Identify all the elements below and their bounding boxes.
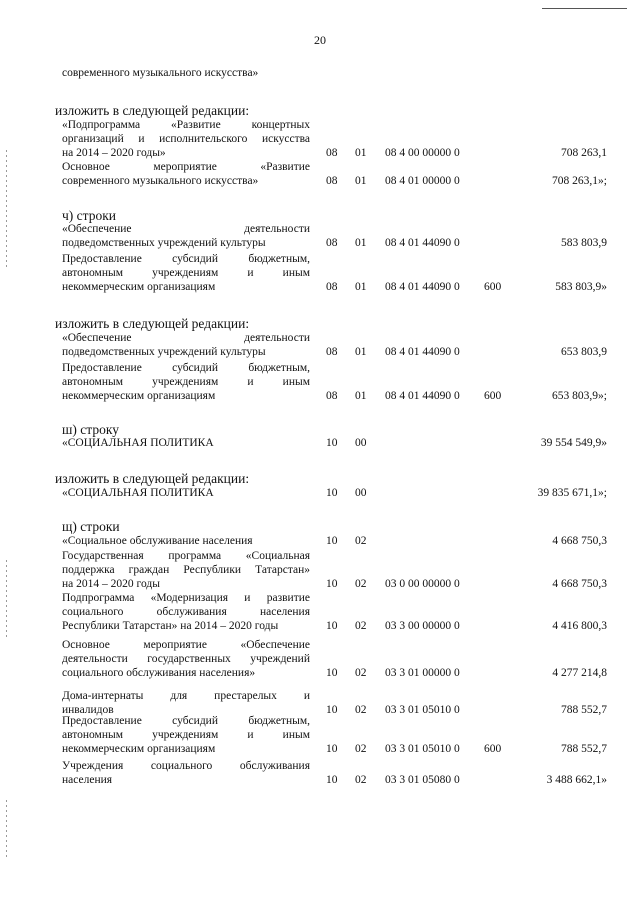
margin-dash (6, 560, 7, 640)
row-section-code: 10 (326, 535, 338, 547)
row-expense-type: 600 (484, 281, 502, 293)
page-number: 20 (314, 33, 326, 47)
row-subsection-code: 01 (355, 237, 367, 249)
row-target-article: 03 3 01 00000 0 (385, 667, 460, 679)
row-name-line: социального обслуживания населения (62, 606, 310, 618)
row-name (62, 118, 310, 160)
row-subsection-code: 02 (355, 535, 367, 547)
top-rule (542, 8, 627, 9)
row-section-code: 10 (326, 704, 338, 716)
row-name-line: «СОЦИАЛЬНАЯ ПОЛИТИКА (62, 487, 214, 499)
row-amount: 653 803,9 (561, 346, 607, 358)
row-name-line: некоммерческим организациям (62, 390, 216, 402)
row-target-article: 08 4 01 00000 0 (385, 175, 460, 187)
row-name (62, 759, 310, 787)
row-amount: 788 552,7 (561, 743, 607, 755)
row-name (62, 252, 310, 294)
row-name (62, 361, 310, 403)
row-name (62, 331, 310, 359)
row-section-code: 08 (326, 175, 338, 187)
row-name (62, 436, 310, 450)
row-section-code: 08 (326, 147, 338, 159)
row-name-line: «Подпрограмма «Развитие концертных (62, 119, 310, 131)
row-name-line: «Обеспечение деятельности (62, 223, 310, 235)
block-heading: щ) строки (62, 519, 120, 534)
row-name-line: автономным учреждениям и иным (62, 267, 310, 279)
row-subsection-code: 02 (355, 667, 367, 679)
row-target-article: 03 3 01 05080 0 (385, 774, 460, 786)
row-name-line: автономным учреждениям и иным (62, 729, 310, 741)
row-amount: 583 803,9 (561, 237, 607, 249)
row-name-line: деятельности государственных учреждений (62, 653, 310, 665)
row-name-line: на 2014 – 2020 годы (62, 578, 160, 590)
row-name-line: организаций и исполнительского искусства (62, 133, 310, 145)
row-subsection-code: 02 (355, 704, 367, 716)
row-name-line: современного музыкального искусства» (62, 175, 259, 187)
row-target-article: 03 3 01 05010 0 (385, 743, 460, 755)
row-section-code: 10 (326, 437, 338, 449)
row-target-article: 08 4 01 44090 0 (385, 281, 460, 293)
row-amount: 4 668 750,3 (552, 578, 607, 590)
row-section-code: 10 (326, 743, 338, 755)
row-subsection-code: 01 (355, 281, 367, 293)
row-name-line: поддержка граждан Республики Татарстан» (62, 564, 310, 576)
block-heading: изложить в следующей редакции: (55, 471, 250, 486)
row-name-line: «Обеспечение деятельности (62, 332, 310, 344)
row-subsection-code: 01 (355, 175, 367, 187)
row-name (62, 591, 310, 633)
row-name-line: «СОЦИАЛЬНАЯ ПОЛИТИКА (62, 437, 214, 449)
row-name-line: Государственная программа «Социальная (62, 550, 310, 562)
row-name-line: социального обслуживания населения» (62, 667, 256, 679)
row-name-line: на 2014 – 2020 годы» (62, 147, 166, 159)
row-amount: 4 668 750,3 (552, 535, 607, 547)
row-amount: 788 552,7 (561, 704, 607, 716)
row-amount: 4 416 800,3 (552, 620, 607, 632)
row-subsection-code: 02 (355, 578, 367, 590)
row-name-line: подведомственных учреждений культуры (62, 237, 266, 249)
row-subsection-code: 00 (355, 487, 367, 499)
row-section-code: 10 (326, 774, 338, 786)
row-name-line: Основное мероприятие «Развитие (62, 161, 310, 173)
row-target-article: 03 0 00 00000 0 (385, 578, 460, 590)
row-target-article: 08 4 00 00000 0 (385, 147, 460, 159)
block-heading: изложить в следующей редакции: (55, 316, 250, 331)
row-section-code: 08 (326, 281, 338, 293)
row-expense-type: 600 (484, 743, 502, 755)
row-name-line: Предоставление субсидий бюджетным, (62, 715, 310, 727)
row-name-line: некоммерческим организациям (62, 281, 216, 293)
row-name (62, 160, 310, 188)
row-name (62, 638, 310, 680)
row-subsection-code: 01 (355, 346, 367, 358)
row-amount: 708 263,1»; (552, 175, 607, 187)
row-amount: 4 277 214,8 (552, 667, 607, 679)
row-amount: 39 554 549,9» (540, 437, 607, 449)
row-subsection-code: 02 (355, 620, 367, 632)
row-subsection-code: 02 (355, 743, 367, 755)
row-name-line: автономным учреждениям и иным (62, 376, 310, 388)
row-name-line: Предоставление субсидий бюджетным, (62, 253, 310, 265)
row-target-article: 03 3 00 00000 0 (385, 620, 460, 632)
row-amount: 39 835 671,1»; (537, 487, 607, 499)
row-name (62, 534, 310, 548)
row-name (62, 549, 310, 591)
row-name-line: инвалидов (62, 704, 114, 716)
block-heading: изложить в следующей редакции: (55, 103, 250, 118)
intro-line: современного музыкального искусства» (62, 67, 259, 79)
margin-dash (6, 150, 7, 270)
block-heading: ч) строки (62, 208, 116, 223)
row-amount: 708 263,1 (561, 147, 607, 159)
block-heading: ш) строку (62, 422, 119, 437)
row-subsection-code: 00 (355, 437, 367, 449)
row-amount: 3 488 662,1» (546, 774, 607, 786)
row-section-code: 10 (326, 487, 338, 499)
row-section-code: 08 (326, 237, 338, 249)
row-name (62, 222, 310, 250)
row-section-code: 10 (326, 578, 338, 590)
row-name-line: «Социальное обслуживание населения (62, 535, 253, 547)
row-name-line: Основное мероприятие «Обеспечение (62, 639, 310, 651)
row-name-line: Учреждения социального обслуживания (62, 760, 310, 772)
row-target-article: 08 4 01 44090 0 (385, 390, 460, 402)
row-section-code: 10 (326, 620, 338, 632)
margin-dash (6, 800, 7, 860)
row-name (62, 689, 310, 717)
row-name-line: Подпрограмма «Модернизация и развитие (62, 592, 310, 604)
row-name-line: Республики Татарстан» на 2014 – 2020 годы (62, 620, 279, 632)
row-expense-type: 600 (484, 390, 502, 402)
row-subsection-code: 01 (355, 390, 367, 402)
row-amount: 583 803,9» (555, 281, 607, 293)
row-name (62, 486, 310, 500)
row-name-line: Предоставление субсидий бюджетным, (62, 362, 310, 374)
row-name-line: населения (62, 774, 113, 786)
row-name-line: некоммерческим организациям (62, 743, 216, 755)
row-section-code: 08 (326, 390, 338, 402)
row-name (62, 714, 310, 756)
row-target-article: 08 4 01 44090 0 (385, 237, 460, 249)
row-target-article: 03 3 01 05010 0 (385, 704, 460, 716)
row-target-article: 08 4 01 44090 0 (385, 346, 460, 358)
row-name-line: подведомственных учреждений культуры (62, 346, 266, 358)
row-amount: 653 803,9»; (552, 390, 607, 402)
row-subsection-code: 02 (355, 774, 367, 786)
row-section-code: 10 (326, 667, 338, 679)
row-section-code: 08 (326, 346, 338, 358)
row-subsection-code: 01 (355, 147, 367, 159)
row-name-line: Дома-интернаты для престарелых и (62, 690, 310, 702)
